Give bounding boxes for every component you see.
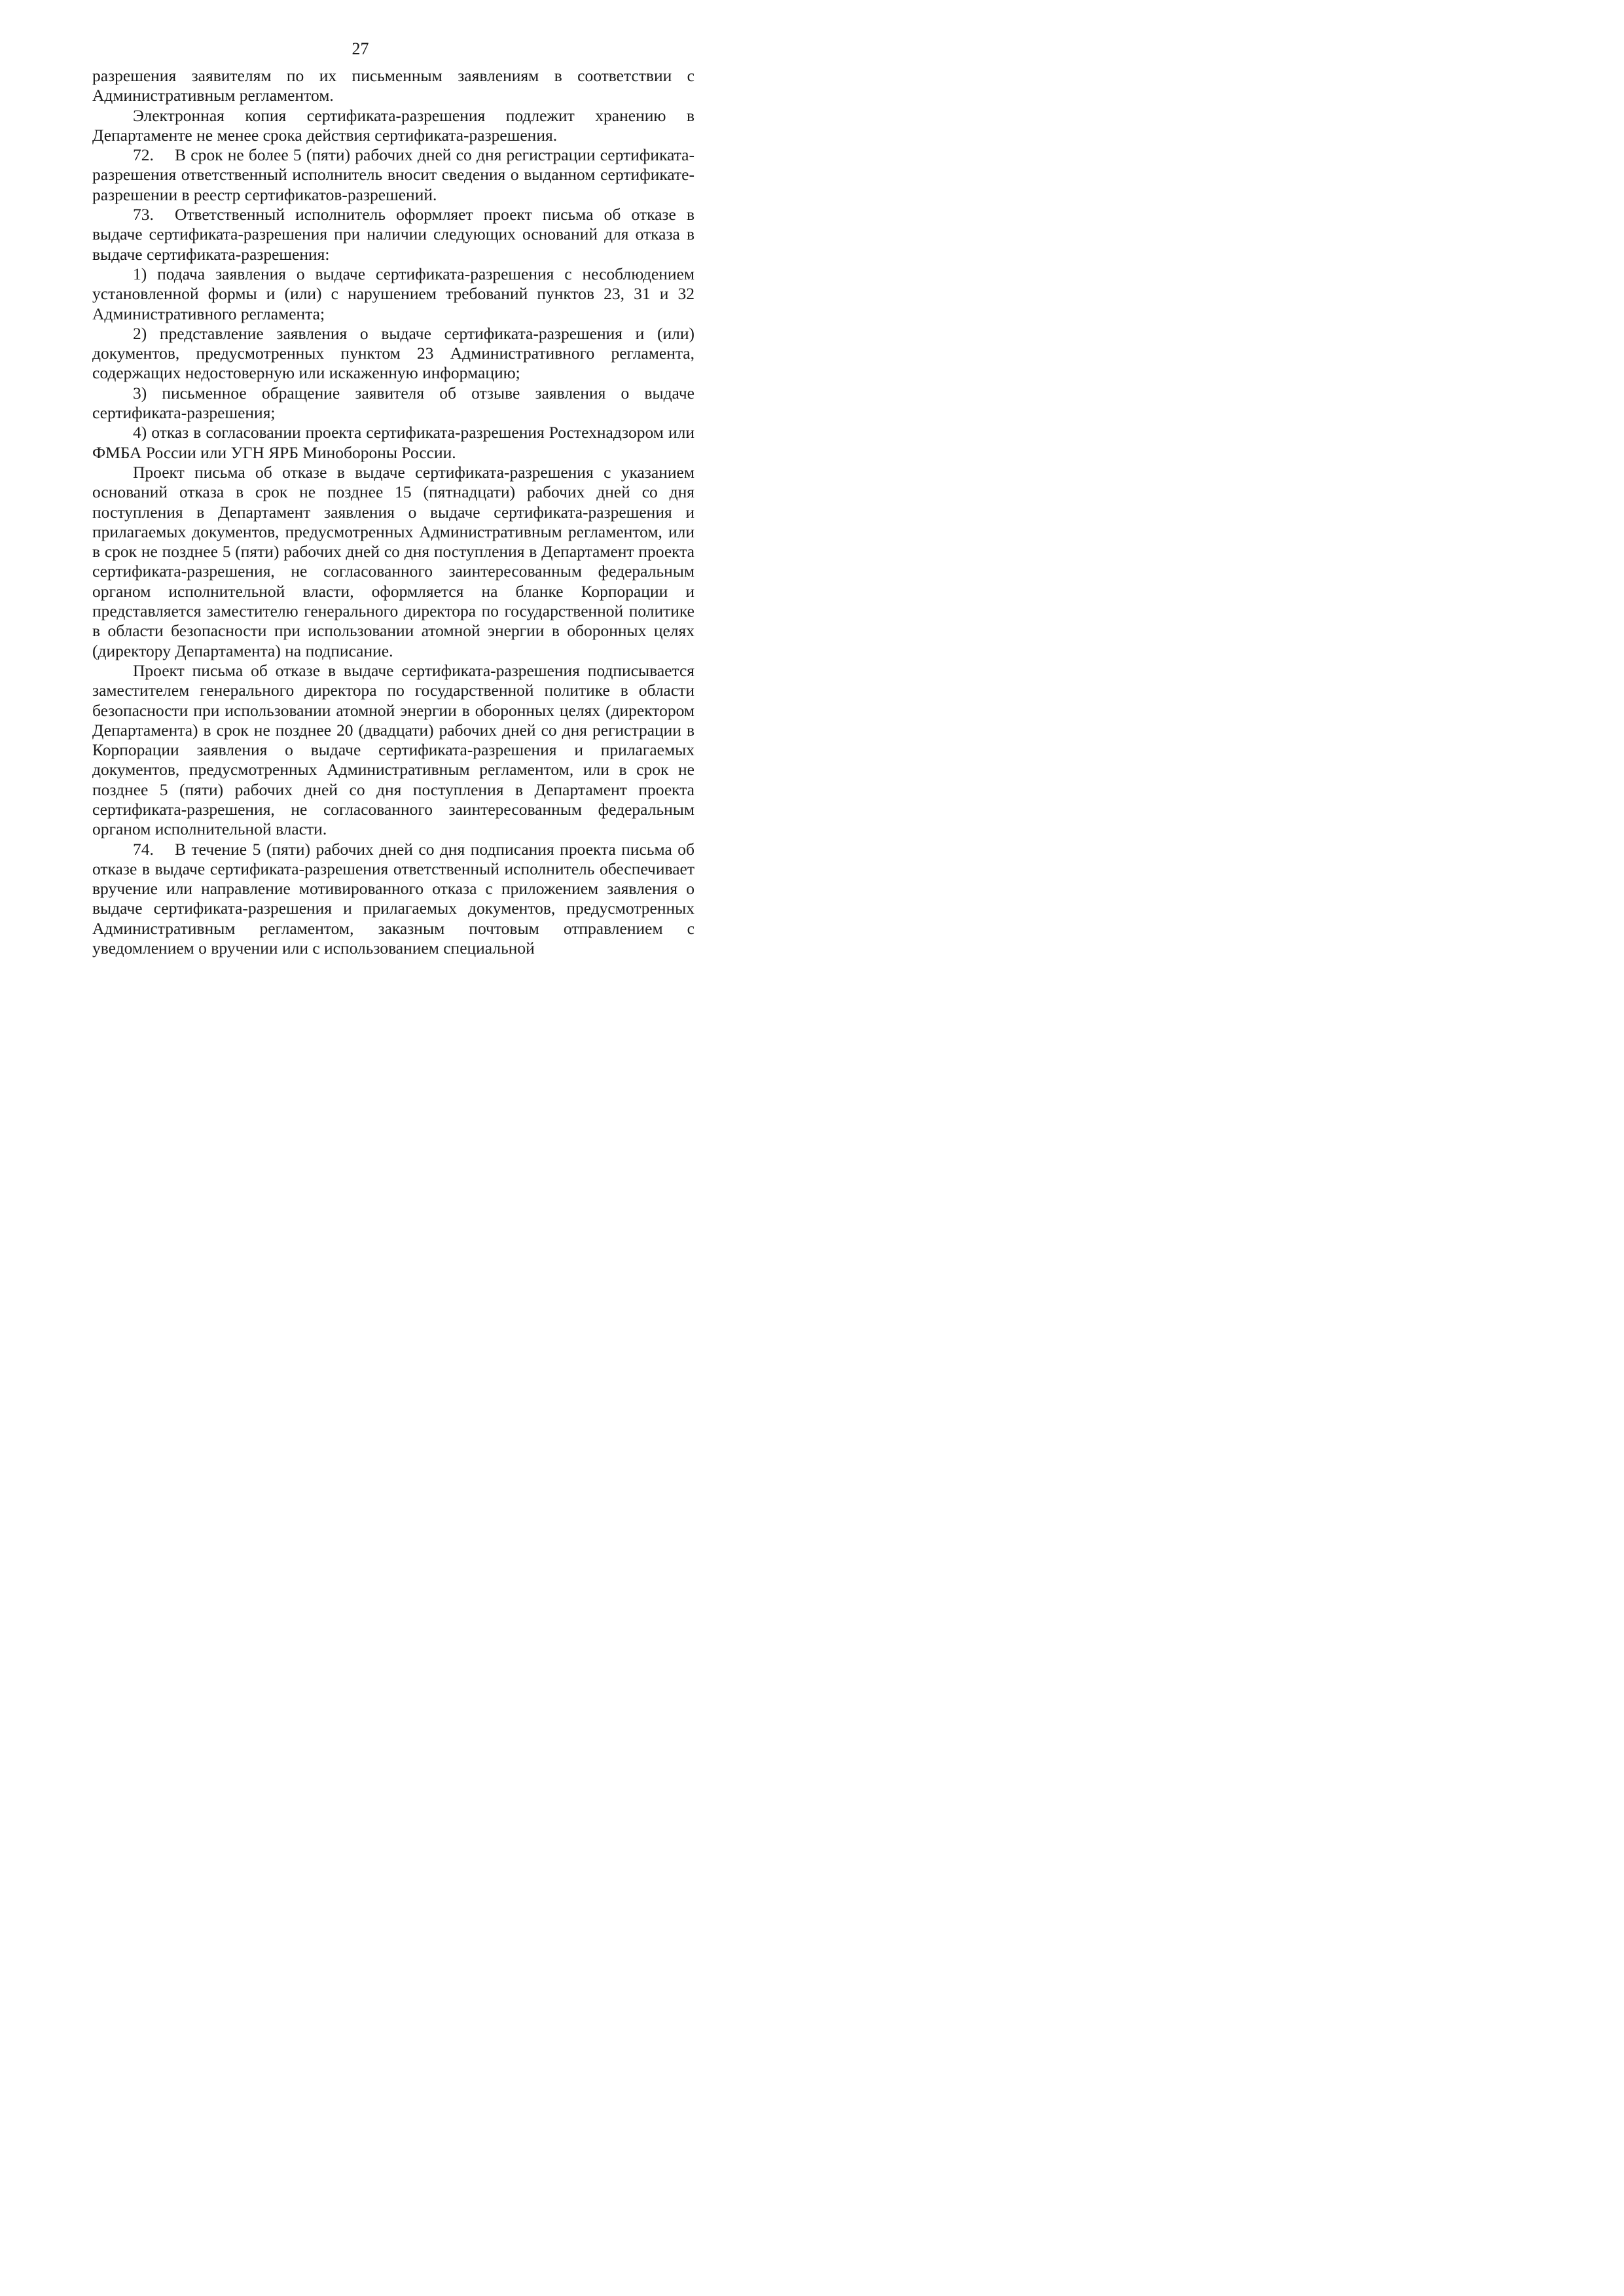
clause-73 — [92, 205, 695, 264]
paragraph-continuation: разрешения заявителям по их письменным заявлениям в соответствии с Административным регламентом. — [92, 66, 695, 105]
list-item-2: 2) представление заявления о выдаче сертификата-разрешения и (или) документов, предусмотренных пунктом 23 Административного регламента, содержащих недостоверную или искаженную информацию; — [92, 323, 695, 383]
clause-74 — [92, 840, 695, 959]
paragraph-electronic-copy: Электронная копия сертификата-разрешения подлежит хранению в Департаменте не менее срока действия сертификата-разрешения. — [92, 105, 695, 145]
paragraph-refusal-signing: Проект письма об отказе в выдаче сертификата-разрешения подписывается заместителем генерального директора по государственной политике в области безопасности при использовании атомной энергии в оборонных целях (директором Департамента) в срок не позднее 20 (двадцати) рабочих дней со дня регистрации в Корпорации заявления о выдаче сертификата-разрешения и прилагаемых документов, предусмотренных Административным регламентом, или в срок не позднее 5 (пяти) рабочих дней со дня поступления в Департамент проекта сертификата-разрешения, не согласованного заинтересованным федеральным органом исполнительной власти. — [92, 660, 695, 839]
clause-text: В течение 5 (пяти) рабочих дней со дня подписания проекта письма об отказе в выдаче сертификата-разрешения ответственный исполнитель обеспечивает вручение или направление мотивированного отказа с приложением заявления о выдаче сертификата-разрешения и прилагаемых документов, предусмотренных Административным регламентом, заказным почтовым отправлением с уведомлением о вручении или с использованием специальной — [92, 839, 695, 958]
list-item-4: 4) отказ в согласовании проекта сертификата-разрешения Ростехнадзором или ФМБА России или УГН ЯРБ Минобороны России. — [92, 423, 695, 462]
paragraph-refusal-draft: Проект письма об отказе в выдаче сертификата-разрешения с указанием оснований отказа в срок не позднее 15 (пятнадцати) рабочих дней со дня поступления в Департамент заявления о выдаче сертификата-разрешения и прилагаемых документов, предусмотренных Административным регламентом, или в срок не позднее 5 (пяти) рабочих дней со дня поступления в Департамент проекта сертификата-разрешения, не согласованного заинтересованным федеральным органом исполнительной власти, оформляется на бланке Корпорации и представляется заместителю генерального директора по государственной политике в области безопасности при использовании атомной энергии в оборонных целях (директору Департамента) на подписание. — [92, 462, 695, 660]
clause-number: 72. — [133, 145, 154, 165]
document-page — [0, 0, 721, 1018]
clause-text: В срок не более 5 (пяти) рабочих дней со дня регистрации сертификата-разрешения ответственный исполнитель вносит сведения о выданном сертификате-разрешении в реестр сертификатов-разрешений. — [92, 145, 695, 204]
list-item-1: 1) подача заявления о выдаче сертификата-разрешения с несоблюдением установленной формы и (или) с нарушением требований пунктов 23, 31 и 32 Административного регламента; — [92, 264, 695, 323]
list-item-3: 3) письменное обращение заявителя об отзыве заявления о выдаче сертификата-разрешения; — [92, 383, 695, 423]
clause-text: Ответственный исполнитель оформляет проект письма об отказе в выдаче сертификата-разрешения при наличии следующих оснований для отказа в выдаче сертификата-разрешения: — [92, 205, 695, 264]
clause-number: 73. — [133, 205, 154, 224]
clause-72 — [92, 145, 695, 205]
clause-number: 74. — [133, 839, 154, 859]
document-body — [92, 66, 695, 958]
page-number: 27 — [352, 39, 369, 58]
